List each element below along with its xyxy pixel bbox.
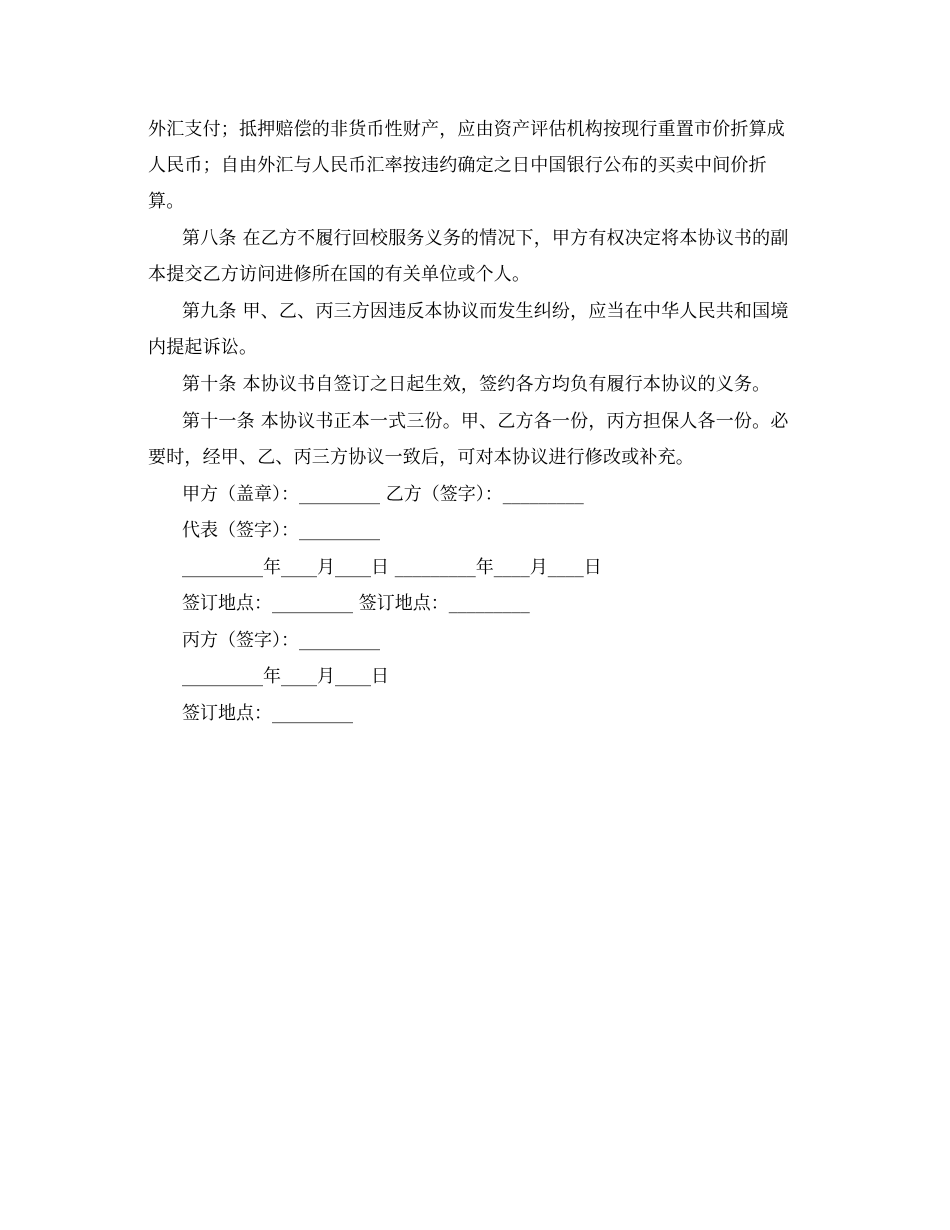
signature-party-a-b: 甲方（盖章）：_________ 乙方（签字）：_________ xyxy=(182,484,584,505)
article-8-line: 本提交乙方访问进修所在国的有关单位或个人。 xyxy=(148,264,531,285)
article-9-line: 内提起诉讼。 xyxy=(148,337,258,358)
article-8-line: 第八条 在乙方不履行回校服务义务的情况下，甲方有权决定将本协议书的副 xyxy=(182,228,789,249)
article-9-line: 第九条 甲、乙、丙三方因违反本协议而发生纠纷，应当在中华人民共和国境 xyxy=(182,301,789,322)
article-11-line: 第十一条 本协议书正本一式三份。甲、乙方各一份，丙方担保人各一份。必 xyxy=(182,411,789,432)
body-text-line: 外汇支付；抵押赔偿的非货币性财产，应由资产评估机构按现行重置市价折算成 xyxy=(148,119,785,140)
article-10-line: 第十条 本协议书自签订之日起生效，签约各方均负有履行本协议的义务。 xyxy=(182,374,771,395)
signature-locations: 签订地点：_________ 签订地点：_________ xyxy=(182,593,530,614)
body-text-line: 算。 xyxy=(148,191,185,212)
article-11-line: 要时，经甲、乙、丙三方协议一致后，可对本协议进行修改或补充。 xyxy=(148,447,694,468)
body-text-line: 人民币；自由外汇与人民币汇率按违约确定之日中国银行公布的买卖中间价折 xyxy=(148,155,767,176)
signature-party-c-location: 签订地点：_________ xyxy=(182,703,353,724)
signature-party-c: 丙方（签字）：_________ xyxy=(182,630,380,651)
signature-representative: 代表（签字）：_________ xyxy=(182,520,380,541)
signature-dates: _________年____月____日 _________年____月____日 xyxy=(182,557,602,578)
signature-party-c-date: _________年____月____日 xyxy=(182,666,389,687)
